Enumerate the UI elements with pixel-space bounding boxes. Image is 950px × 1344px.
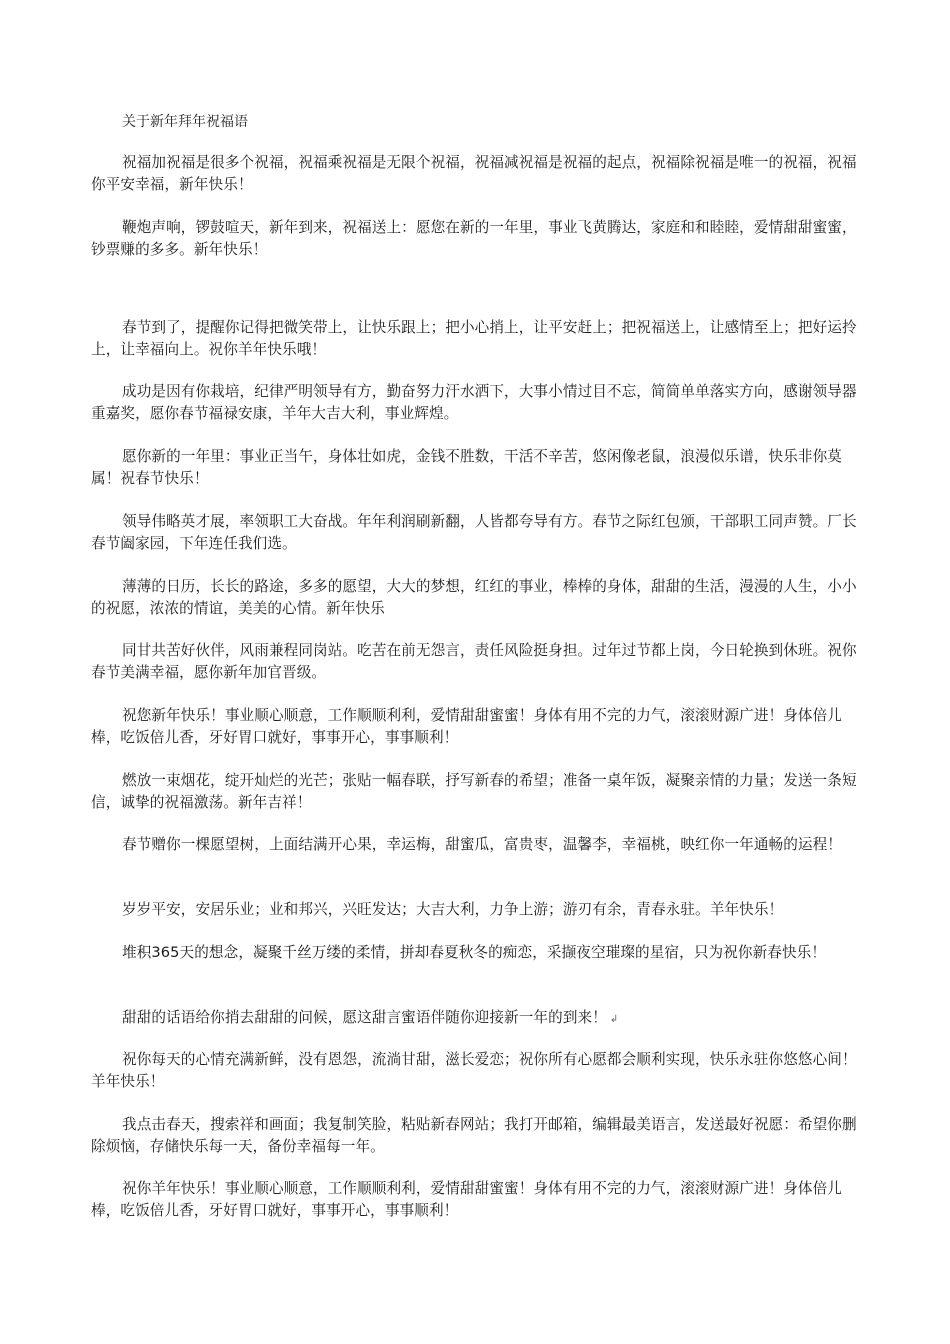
paragraph: 堆积365天的想念，凝聚千丝万缕的柔情，拼却春夏秋冬的痴恋，采撷夜空璀璨的星宿，只为祝你新春快乐！ <box>122 944 827 961</box>
paragraph: 祝您新年快乐！事业顺心顺意，工作顺顺利利，爱情甜甜蜜蜜！身体有用不完的力气，滚滚财源广进！身体倍儿棒，吃饭倍儿香，牙好胃口就好，事事开心，事事顺利！ <box>91 707 842 746</box>
paragraph: 岁岁平安，安居乐业；业和邦兴，兴旺发达；大吉大利，力争上游；游刃有余，青春永驻。羊年快乐！ <box>122 901 784 918</box>
paragraph: 春节到了，提醒你记得把微笑带上，让快乐跟上；把小心捎上，让平安赶上；把祝福送上，让感情至上；把好运拎上，让幸福向上。祝你羊年快乐哦！ <box>91 319 857 358</box>
paragraph: 薄薄的日历，长长的路途，多多的愿望，大大的梦想，红红的事业，棒棒的身体，甜甜的生活，漫漫的人生，小小的祝愿，浓浓的情谊，美美的心情。新年快乐 <box>91 578 857 617</box>
paragraph-mark-icon: ↲ <box>609 1014 619 1025</box>
paragraph <box>91 1007 859 1031</box>
paragraph-text: 甜甜的话语给你捎去甜甜的问候，愿这甜言蜜语伴随你迎接新一年的到来！ <box>122 1009 607 1026</box>
paragraph: 祝你每天的心情充满新鲜，没有恩怨，流淌甘甜，滋长爱恋；祝你所有心愿都会顺利实现，快乐永驻你悠悠心间！羊年快乐！ <box>91 1051 857 1090</box>
paragraph: 春节赠你一棵愿望树，上面结满开心果，幸运梅，甜蜜瓜，富贵枣，温馨李，幸福桃，映红你一年通畅的运程！ <box>122 836 842 853</box>
document-title: 关于新年拜年祝福语 <box>122 114 248 130</box>
paragraph: 成功是因有你栽培，纪律严明领导有方，勤奋努力汗水洒下，大事小情过目不忘，简简单单落实方向，感谢领导器重嘉奖，愿你春节福禄安康，羊年大吉大利，事业辉煌。 <box>91 383 857 422</box>
paragraph: 燃放一束烟花，绽开灿烂的光芒；张贴一幅春联，抒写新春的希望；准备一桌年饭，凝聚亲情的力量；发送一条短信，诚挚的祝福激荡。新年吉祥！ <box>91 772 857 811</box>
paragraph: 我点击春天，搜索祥和画面；我复制笑脸，粘贴新春网站；我打开邮箱，编辑最美语言，发送最好祝愿：希望你删除烦恼，存储快乐每一天，备份幸福每一年。 <box>91 1116 857 1155</box>
paragraph: 愿你新的一年里：事业正当午，身体壮如虎，金钱不胜数，干活不辛苦，悠闲像老鼠，浪漫似乐谱，快乐非你莫属！祝春节快乐！ <box>91 448 842 487</box>
paragraph: 鞭炮声响，锣鼓喧天，新年到来，祝福送上：愿您在新的一年里，事业飞黄腾达，家庭和和睦睦，爱情甜甜蜜蜜，钞票赚的多多。新年快乐！ <box>91 219 857 258</box>
paragraph: 祝你羊年快乐！事业顺心顺意，工作顺顺利利，爱情甜甜蜜蜜！身体有用不完的力气，滚滚财源广进！身体倍儿棒，吃饭倍儿香，牙好胃口就好，事事开心，事事顺利！ <box>91 1180 842 1219</box>
paragraph: 祝福加祝福是很多个祝福，祝福乘祝福是无限个祝福，祝福减祝福是祝福的起点，祝福除祝福是唯一的祝福，祝福你平安幸福，新年快乐！ <box>91 154 857 193</box>
paragraph: 同甘共苦好伙伴，风雨兼程同岗站。吃苦在前无怨言，责任风险挺身担。过年过节都上岗，今日轮换到休班。祝你春节美满幸福，愿你新年加官晋级。 <box>91 642 857 681</box>
paragraph: 领导伟略英才展，率领职工大奋战。年年利润刷新翻，人皆都夸导有方。春节之际红包颁，干部职工同声赞。厂长春节阖家园，下年连任我们选。 <box>91 513 857 552</box>
